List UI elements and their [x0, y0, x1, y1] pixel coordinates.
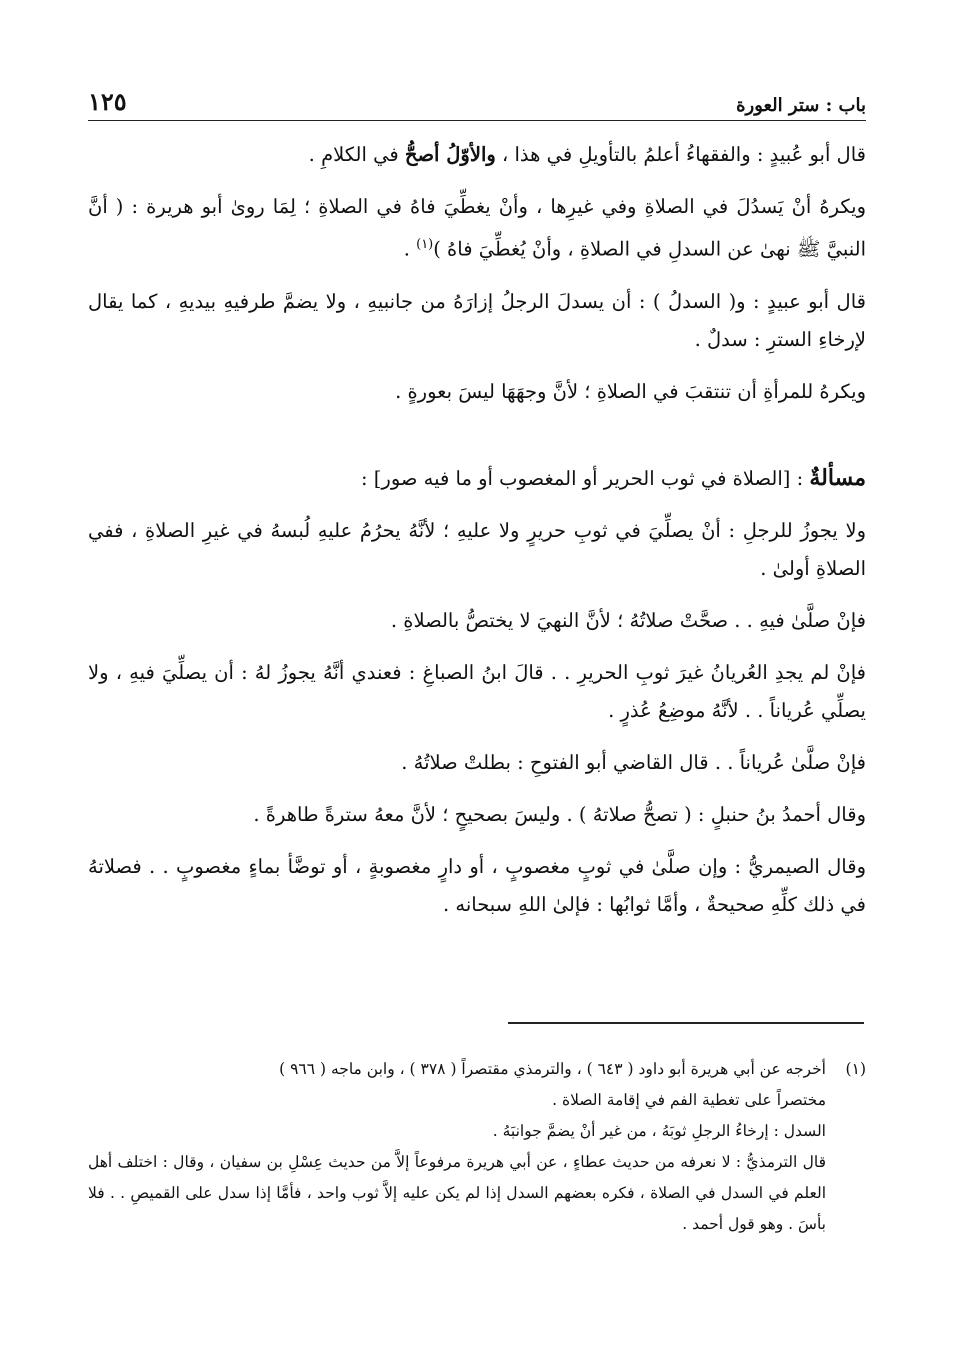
footnote-line-4: قال الترمذيُّ : لا نعرفه من حديث عطاءٍ ، عن أبي هريرة مرفوعاً إلاَّ من حديث عِسْلِ بن سفيان ، وقال : اختلف أهل العلم في السدل في الصلاة ، فكره بعضهم السدل إذا لم يكن عليه إلاَّ ثوب واحد ، فأمَّا إذا سدل على القميصِ . . فلا بأسَ . وهو قول أحمد .	[88, 1153, 826, 1233]
footnote-number: (١)	[845, 1060, 866, 1078]
paragraph-10: وقال الصيمريُّ : وإن صلَّىٰ في ثوبٍ مغصوبٍ ، أو دارٍ مغصوبةٍ ، أو توضَّأ بماءٍ مغصوبٍ . . فصلاتهُ في ذلك كلِّهِ صحيحةٌ ، وأمَّا ثوابُها : فإلىٰ اللهِ سبحانه .	[88, 854, 866, 916]
paragraph-8: فإنْ صلَّىٰ عُرياناً . . قال القاضي أبو الفتوحِ : بطلتْ صلاتُهُ .	[401, 750, 866, 774]
chapter-title: باب : ستر العورة	[736, 95, 866, 116]
footnote-ref[interactable]: (١)	[416, 237, 434, 252]
footnotes	[88, 1054, 866, 1240]
page-number: ١٢٥	[88, 87, 127, 116]
paragraph-1	[88, 136, 866, 174]
paragraph-6: فإنْ صلَّىٰ فيهِ . . صحَّتْ صلاتُهُ ؛ لأنَّ النهيَ لا يختصُّ بالصلاةِ .	[390, 608, 866, 632]
main-text	[88, 136, 866, 938]
footnote-1	[88, 1054, 866, 1085]
paragraph-2-end: .	[403, 237, 410, 261]
footnote-line-3: السدل : إرخاءُ الرجلِ ثوبَهُ ، من غير أنْ يضمَّ جوانبَهُ .	[492, 1122, 826, 1140]
paragraph-1-end: في الكلامِ .	[308, 143, 399, 166]
running-header	[88, 84, 866, 116]
paragraph-1-bold: والأوّلُ أصحُّ	[404, 143, 496, 166]
header-divider	[88, 120, 866, 121]
paragraph-1-text: قال أبو عُبيدٍ : والفقهاءُ أعلمُ بالتأويلِ في هذا ،	[502, 143, 866, 166]
footnote-line-2: مختصراً على تغطية الفم في إقامة الصلاة .	[552, 1091, 826, 1109]
paragraph-3: قال أبو عبيدٍ : و( السدلُ ) : أن يسدلَ الرجلُ إزارَهُ من جانبيهِ ، ولا يضمَّ طرفيهِ بيديهِ ، كما يقال لإرخاءِ السترِ : سدلٌ .	[88, 289, 866, 351]
paragraph-4: ويكرهُ للمرأةِ أن تنتقبَ في الصلاةِ ؛ لأنَّ وجهَهَا ليسَ بعورةٍ .	[395, 379, 866, 403]
paragraph-7: فإنْ لم يجدِ العُريانُ غيرَ ثوبِ الحريرِ . . قالَ ابنُ الصباغِ : فعندي أنَّهُ يجوزُ لهُ : أن يصلِّيَ فيهِ ، ولا يصلِّي عُرياناً . . لأنَّهُ موضِعُ عُذرٍ .	[88, 660, 866, 722]
footnote-line-1: أخرجه عن أبي هريرة أبو داود ( ٦٤٣ ) ، والترمذي مقتصراً ( ٣٧٨ ) ، وابن ماجه ( ٩٦٦ )	[279, 1060, 826, 1078]
paragraph-5: ولا يجوزُ للرجلِ : أنْ يصلِّيَ في ثوبِ حريرٍ ولا عليهِ ؛ لأنَّهُ يحرُمُ عليهِ لُبسهُ في غيرِ الصلاةِ ، ففي الصلاةِ أولىٰ .	[88, 518, 866, 580]
masala-title: مسألةٌ	[809, 464, 866, 491]
masala-subtitle: : [الصلاة في ثوب الحرير أو المغصوب أو ما فيه صور] :	[361, 466, 804, 490]
paragraph-9: وقال أحمدُ بنُ حنبلٍ : ( تصحُّ صلاتهُ ) . وليسَ بصحيحٍ ؛ لأنَّ معهُ سترةً طاهرةً .	[253, 802, 866, 826]
paragraph-2	[88, 188, 866, 269]
masala-heading	[88, 459, 866, 498]
footnote-divider	[508, 1022, 864, 1024]
paragraph-2-text: ويكرهُ أنْ يَسدُلَ في الصلاةِ وفي غيرِها ، وأنْ يغطِّيَ فاهُ في الصلاةِ ؛ لِمَا روىٰ أبو هريرة : ( أنَّ النبيَّ ﷺ نهىٰ عن السدلِ في الصلاةِ ، وأنْ يُغطِّيَ فاهُ )	[88, 195, 866, 261]
